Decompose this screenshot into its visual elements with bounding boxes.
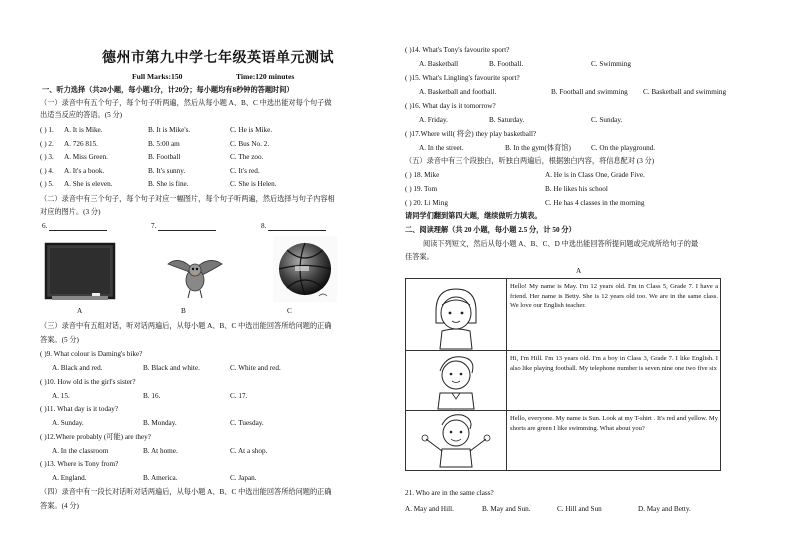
q21-option-d[interactable]: D. May and Betty. (638, 505, 691, 513)
section2-instruction-cont: 佳答案。 (405, 253, 434, 261)
passage-row-hill (406, 351, 720, 411)
part1-instruction: （一）录音中有五个句子，每个句子听两遍，然后从每小题 A、B、C 中选出能对每个句子做 (40, 99, 332, 107)
q21-option-b[interactable]: B. May and Sun. (482, 505, 531, 513)
listening-notice: 请同学们翻到第四大题，继续做听力填表。 (405, 212, 542, 220)
question-text: ( )11. What day is it today? (40, 405, 119, 413)
passage-row-sun (406, 411, 720, 471)
option-c[interactable]: C. Basketball and swimming (643, 88, 727, 96)
passage-text: Hello, everyone. My name is Sun. Look at my T-shirt . It's red and yellow. My shorts are green I like swimming. What about you? (510, 415, 718, 432)
question-text: ( )17.Where will( 将会) they play basketball? (405, 130, 537, 138)
picture-b-label: B (181, 307, 186, 315)
option-c[interactable]: C. Japan. (230, 474, 257, 482)
option-a[interactable]: A. It's a book. (64, 166, 105, 175)
option-a[interactable]: A. It is Mike. (64, 126, 103, 134)
picture-a-label: A (77, 307, 83, 315)
part5-instruction: （五）录音中有三个段独白，听独白两遍后，根据独白内容，将信息配对 (3 分) (405, 157, 655, 165)
picture-c-label: C (287, 307, 292, 315)
option-a[interactable]: A. Sunday. (52, 419, 84, 427)
part2-instruction-cont: 对应的图片。(3 分) (40, 208, 101, 216)
page-title: 德州市第九中学七年级英语单元测试 (102, 50, 334, 66)
option-b[interactable]: B. It's sunny. (148, 166, 186, 175)
option-a[interactable]: A. Basketball and football. (419, 88, 497, 96)
picture-8-label: 8. (261, 222, 326, 231)
question-text: ( )16. What day is it tomorrow? (405, 102, 496, 110)
section1-title: 一、听力选择（共20小题，每小题1分，计20分；每小题均有8秒钟的答题时间） (42, 86, 294, 94)
section2-instruction: 阅读下列短文，然后从每小题 A、B、C、D 中选出能回答所提问题或完成所给句子的最 (423, 240, 699, 248)
question-text: ( )13. Where is Tony from? (40, 460, 119, 468)
answer-bracket[interactable]: ( ) 5. (40, 180, 54, 188)
boy-waving-illustration (406, 411, 507, 471)
option-b[interactable]: B. Black and white. (143, 364, 200, 372)
option-c[interactable]: C. He is Mike. (230, 126, 273, 134)
question-21: 21. Who are in the same class? (405, 489, 494, 497)
option-b[interactable]: B. At home. (143, 446, 178, 455)
blackboard-image (44, 240, 116, 303)
part4-instruction-cont: 答案。(4 分) (40, 502, 79, 510)
option-c[interactable]: C. It's red. (230, 166, 260, 175)
option-a[interactable]: A. In the classroom (52, 446, 109, 455)
left-column (40, 0, 395, 560)
option-b[interactable]: B. 5:00 am (148, 139, 180, 148)
option-c[interactable]: C. At a shop. (230, 446, 268, 455)
option-a[interactable]: A. Basketball (419, 60, 459, 68)
question-text: ( )10. How old is the girl's sister? (40, 377, 136, 386)
question-text: ( )9. What colour is Daming's bike? (40, 350, 143, 358)
option-c[interactable]: C. The zoo. (230, 153, 264, 161)
match-person[interactable]: ( ) 19. Tom (405, 185, 438, 193)
option-a[interactable]: A. Miss Green. (64, 153, 108, 161)
option-b[interactable]: B. In the gym(体育馆) (505, 144, 571, 152)
answer-blank[interactable] (268, 223, 326, 231)
option-a[interactable]: A. 726 815. (64, 139, 98, 148)
part4-instruction: （四）录音中有一段长对话听对话两遍后，从每小题 A、B、C 中选出能回答所给问题的正确 (40, 488, 332, 496)
match-person[interactable]: ( ) 18. Mike (405, 171, 440, 179)
picture-7-label: 7. (151, 222, 216, 231)
option-c[interactable]: C. She is Helen. (230, 180, 277, 188)
part3-instruction: （三）录音中有五组对话，听对话两遍后，从每小题 A、B、C 中选出能回答所给问题的正确 (40, 322, 332, 330)
passage-table (405, 278, 721, 471)
option-a[interactable]: A. Friday. (419, 116, 448, 124)
passage-label: A (576, 267, 582, 275)
passage-text: Hi, I'm Hill. I'm 13 years old. I'm a boy in Class 3, Grade 7. I like English. I also like playing football. My telephone number is seven nine one two five six (510, 355, 718, 372)
option-a[interactable]: A. England. (52, 474, 87, 482)
girl-illustration (406, 279, 507, 350)
match-statement: A. He is in Class One, Grade Five. (545, 171, 645, 179)
option-b[interactable]: B. America. (143, 474, 178, 482)
part2-instruction: （二）录音中有三个句子，每个句子对应一幅图片，每个句子听两遍，然后选择与句子内容相 (40, 195, 335, 203)
option-c[interactable]: C. 17. (230, 391, 248, 400)
question-text: ( )14. What's Tony's favourite sport? (405, 46, 510, 54)
option-c[interactable]: C. White and red. (230, 364, 281, 372)
section2-title: 二、阅读理解（共 20 小题，每小题 2.5 分，计 50 分） (405, 226, 576, 234)
option-c[interactable]: C. Bus No. 2. (230, 139, 270, 148)
match-person[interactable]: ( ) 20. Li Ming (405, 199, 448, 207)
option-a[interactable]: A. 15. (52, 391, 70, 400)
passage-row-may (406, 279, 720, 351)
right-column (405, 0, 750, 560)
option-b[interactable]: B. It is Mike's. (148, 126, 191, 134)
part1-instruction-cont: 出适当反应的答语。(5 分) (40, 111, 123, 119)
option-c[interactable]: C. On the playground. (591, 144, 656, 152)
match-statement: B. He likes his school (545, 185, 608, 193)
option-b[interactable]: B. Monday. (143, 419, 177, 427)
answer-blank[interactable] (49, 223, 107, 231)
option-b[interactable]: B. She is fine. (148, 180, 189, 188)
answer-bracket[interactable]: ( ) 3. (40, 153, 54, 161)
option-b[interactable]: B. Saturday. (489, 116, 525, 124)
q21-option-a[interactable]: A. May and Hill. (405, 505, 454, 513)
option-a[interactable]: A. In the street. (419, 144, 464, 152)
option-c[interactable]: C. Tuesday. (230, 419, 264, 427)
question-text: ( )15. What's Lingling's favourite sport? (405, 74, 520, 82)
bird-image (164, 250, 226, 305)
option-b[interactable]: B. Football. (489, 60, 524, 68)
answer-bracket[interactable]: ( ) 4. (40, 166, 54, 175)
answer-bracket[interactable]: ( ) 2. (40, 139, 54, 148)
option-b[interactable]: B. Football and swimming (551, 88, 628, 96)
time-limit: Time:120 minutes (236, 72, 295, 81)
option-a[interactable]: A. Black and red. (52, 364, 103, 372)
option-c[interactable]: C. Sunday. (591, 116, 623, 124)
full-marks: Full Marks:150 (132, 72, 183, 81)
option-b[interactable]: B. Football (148, 153, 181, 161)
basketball-image (273, 236, 337, 302)
option-b[interactable]: B. 16. (143, 391, 161, 400)
option-a[interactable]: A. She is eleven. (64, 180, 113, 188)
option-c[interactable]: C. Swimming (591, 60, 631, 68)
match-statement: C. He has 4 classes in the morning (545, 199, 645, 207)
question-text: ( )12.Where probably (可能) are they? (40, 432, 151, 441)
picture-6-label: 6. (42, 222, 107, 231)
boy-illustration (406, 351, 507, 410)
q21-option-c[interactable]: C. Hill and Sun (557, 505, 602, 513)
answer-blank[interactable] (158, 223, 216, 231)
passage-text: Hello! My name is May. I'm 12 years old. I'm in Class 5, Grade 7. I have a friend. Her name is Betty. She is 12 years old too. We are in the same class. We love our English teacher. (510, 283, 718, 310)
part3-instruction-cont: 答案。(5 分) (40, 336, 79, 344)
answer-bracket[interactable]: ( ) 1. (40, 126, 54, 134)
